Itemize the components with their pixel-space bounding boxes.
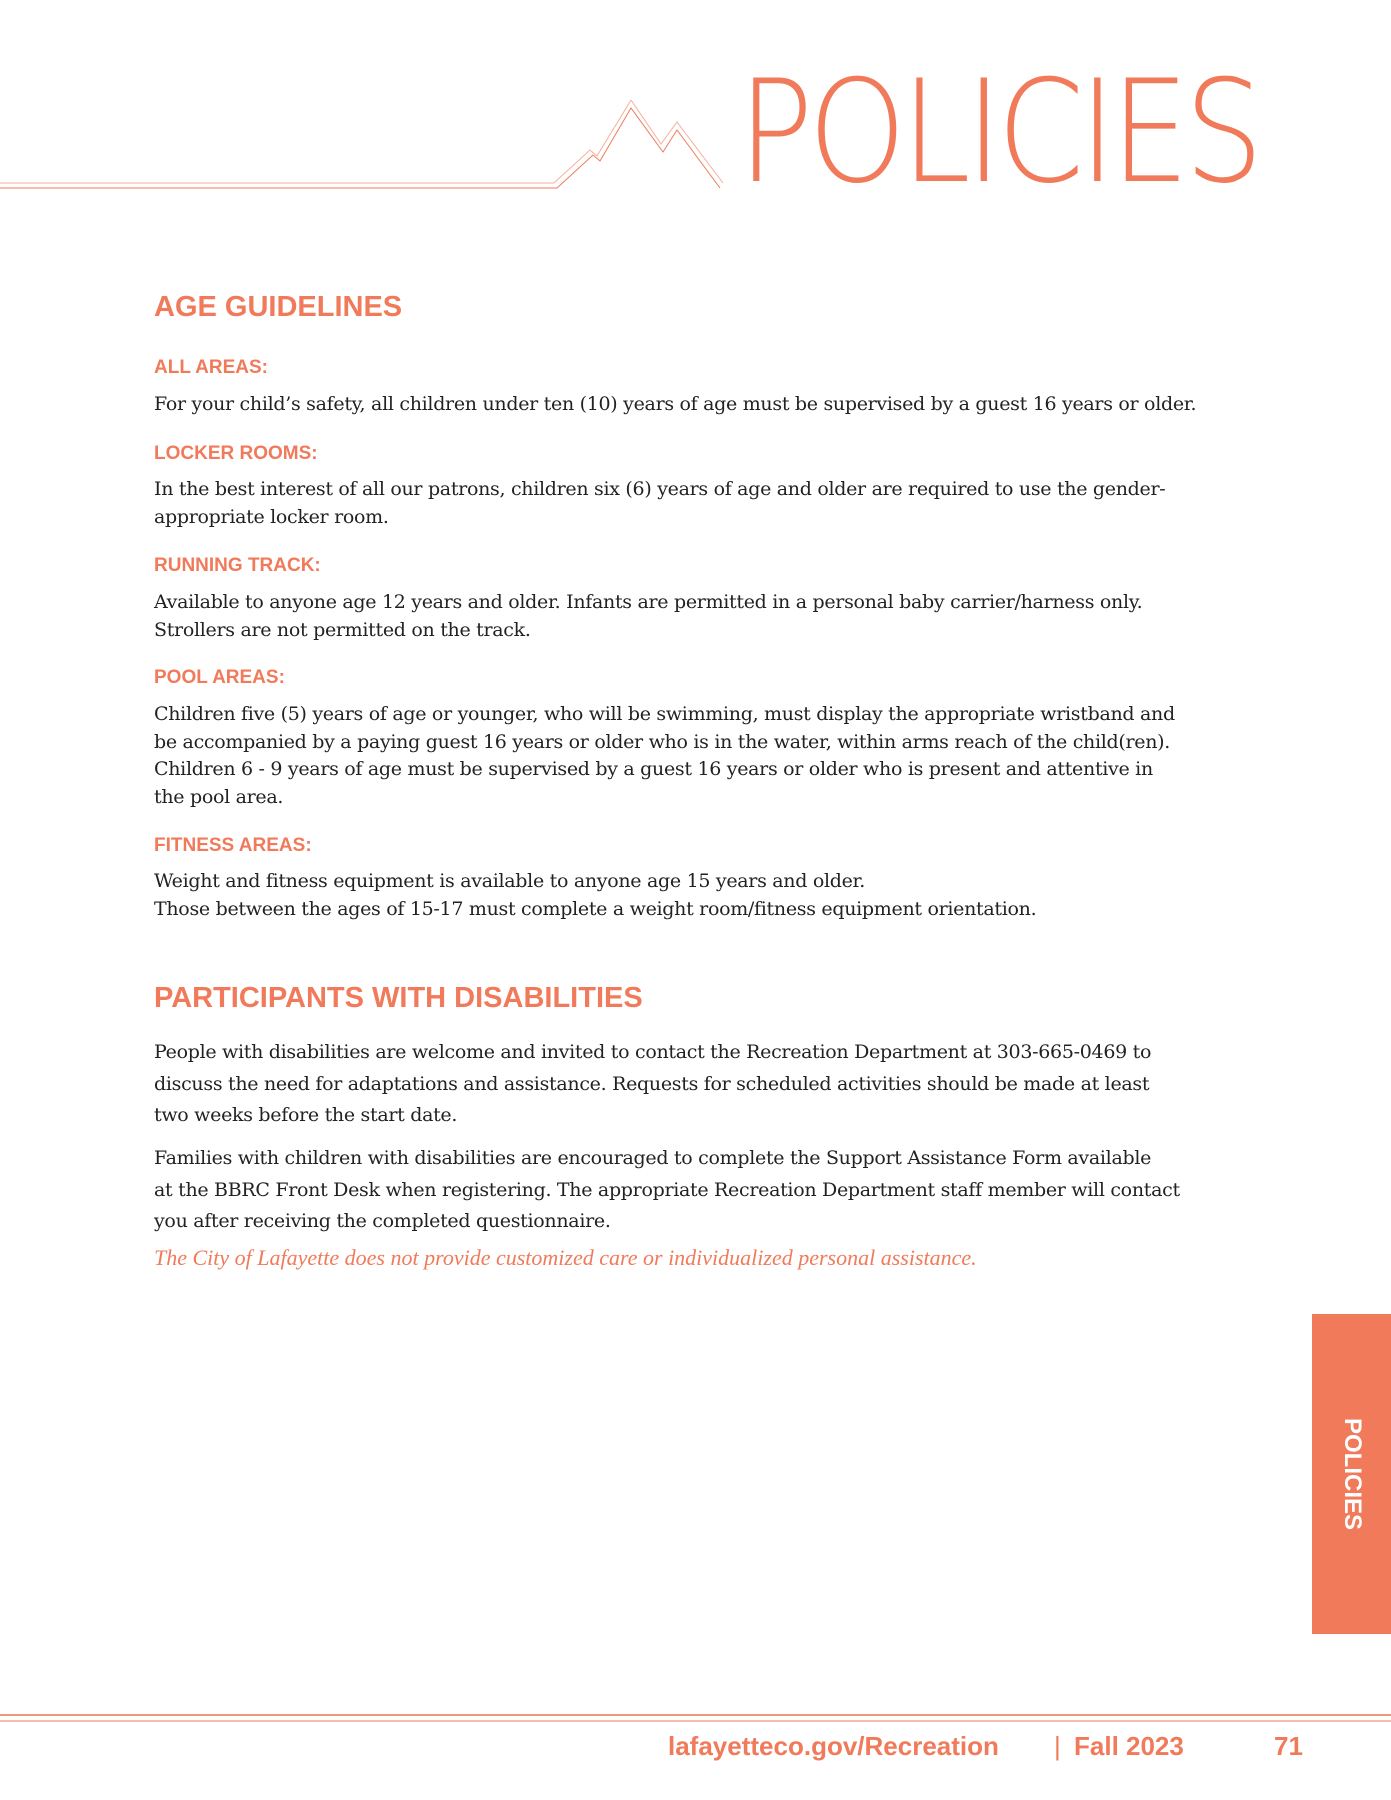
text-line: at the BBRC Front Desk when registering. The appropriate Recreation Department staff member will contact	[154, 1178, 1180, 1201]
text-line: you after receiving the completed questionnaire.	[154, 1210, 611, 1232]
footer-season: Fall 2023	[1074, 1731, 1184, 1761]
text-line: the pool area.	[154, 785, 284, 808]
text-line: Strollers are not permitted on the track.	[154, 618, 531, 641]
running-track-label: RUNNING TRACK:	[154, 555, 321, 576]
all-areas-text	[154, 391, 1254, 419]
pool-areas-text	[154, 701, 1254, 811]
pool-areas-label: POOL AREAS:	[154, 667, 285, 688]
text-line: discuss the need for adaptations and assistance. Requests for scheduled activities should be made at least	[154, 1072, 1150, 1095]
text-line: Available to anyone age 12 years and older. Infants are permitted in a personal baby carrier/harness only.	[154, 591, 1143, 613]
page-number: 71	[1274, 1731, 1303, 1761]
section-side-tab	[1312, 1314, 1391, 1634]
footer-divider	[0, 1720, 1391, 1722]
text-line: two weeks before the start date.	[154, 1104, 458, 1126]
text-line: Weight and fitness equipment is available to anyone age 15 years and older.	[154, 870, 865, 892]
text-line: be accompanied by a paying guest 16 years or older who is in the water, within arms reach of the child(ren).	[154, 730, 1171, 753]
locker-rooms-text	[154, 476, 1254, 531]
disabilities-paragraph-2	[154, 1143, 1254, 1238]
footer-url[interactable]: lafayetteco.gov/Recreation	[668, 1731, 999, 1761]
text-line: Those between the ages of 15-17 must complete a weight room/fitness equipment orientation.	[154, 897, 1037, 920]
fitness-areas-text	[154, 868, 1254, 923]
locker-rooms-label: LOCKER ROOMS:	[154, 443, 318, 464]
text-line: appropriate locker room.	[154, 505, 389, 528]
disabilities-paragraph-1	[154, 1037, 1254, 1132]
text-line: People with disabilities are welcome and invited to contact the Recreation Department at 303-665-0469 to	[154, 1041, 1152, 1063]
fitness-areas-label: FITNESS AREAS:	[154, 835, 312, 856]
mountain-line-decoration	[0, 100, 740, 195]
age-guidelines-heading: AGE GUIDELINES	[154, 291, 403, 323]
side-tab-label: POLICIES	[1338, 1417, 1366, 1531]
text-line: Children five (5) years of age or younger, who will be swimming, must display the appropriate wristband and	[154, 703, 1175, 725]
all-areas-label: ALL AREAS:	[154, 357, 268, 378]
text-line: Families with children with disabilities are encouraged to complete the Support Assistance Form available	[154, 1147, 1152, 1169]
page-title: POLICIES	[738, 50, 1259, 215]
text-line: For your child’s safety, all children under ten (10) years of age must be supervised by a guest 16 years or older.	[154, 393, 1197, 415]
text-line: Children 6 - 9 years of age must be supervised by a guest 16 years or older who is present and attentive in	[154, 758, 1153, 780]
disclaimer-note: The City of Lafayette does not provide customized care or individualized personal assistance.	[154, 1245, 977, 1270]
footer-divider	[0, 1714, 1391, 1716]
text-line: In the best interest of all our patrons, children six (6) years of age and older are required to use the gender-	[154, 478, 1166, 500]
footer-separator: |	[1054, 1731, 1061, 1761]
disabilities-heading: PARTICIPANTS WITH DISABILITIES	[154, 982, 643, 1014]
running-track-text	[154, 589, 1254, 644]
